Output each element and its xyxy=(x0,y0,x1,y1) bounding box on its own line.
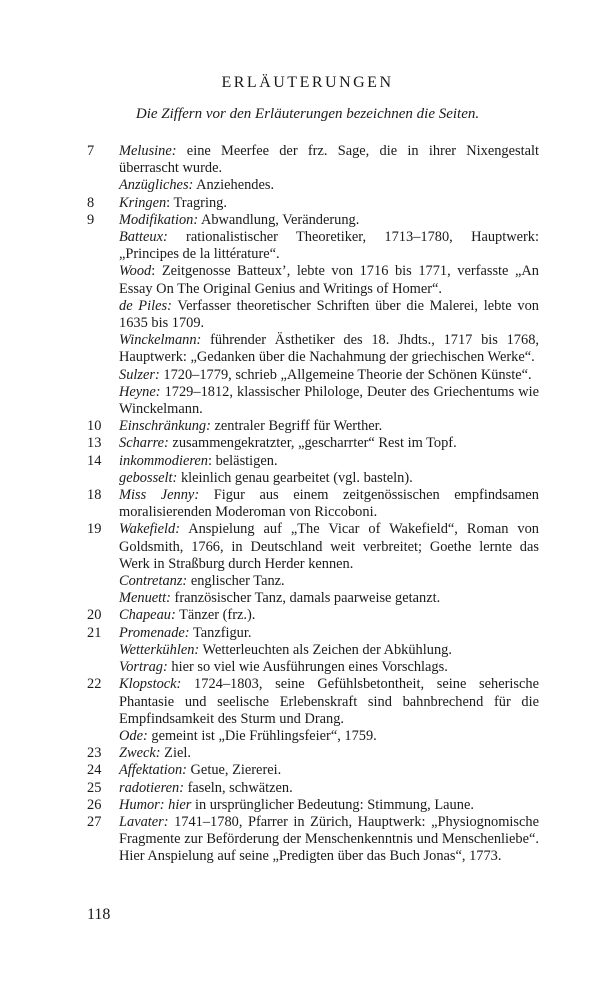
entry-text: hier so viel wie Ausführungen eines Vorschlags. xyxy=(167,659,448,676)
entry-term: Anzügliches: xyxy=(119,177,194,194)
entry-term: Sulzer: xyxy=(119,366,160,383)
entry-text: zentraler Begriff für Werther. xyxy=(210,418,383,435)
annotation-entry xyxy=(87,143,539,177)
entry-text: Ziel. xyxy=(160,745,191,762)
entry-text: Tänzer (frz.). xyxy=(175,607,256,624)
entry-term: Einschränkung: xyxy=(119,418,211,435)
annotation-entry xyxy=(87,607,539,624)
annotation-entry xyxy=(87,453,539,470)
entry-term: Batteux: xyxy=(119,229,168,246)
entry-text: Abwandlung, Veränderung. xyxy=(198,211,360,228)
entry-page-number: 26 xyxy=(87,796,102,813)
entry-body xyxy=(119,590,539,607)
annotation-entry xyxy=(87,418,539,435)
entry-body xyxy=(119,384,539,418)
entry-text: Tanzfigur. xyxy=(189,624,252,641)
annotation-entry xyxy=(87,212,539,229)
entry-term: Ode: xyxy=(119,727,148,744)
entry-text: zusammengekratzter, „gescharrter“ Rest im Topf. xyxy=(168,435,457,452)
entry-text: Figur aus einem zeitgenössischen empfindsamen moralisierenden Moderoman von Riccoboni. xyxy=(119,487,539,521)
annotation-entry xyxy=(87,298,539,332)
entry-term: de Piles: xyxy=(119,297,172,314)
entry-page-number xyxy=(87,384,119,418)
entry-term: Promenade: xyxy=(119,624,190,641)
page-title: ERLÄUTERUNGEN xyxy=(221,74,394,91)
entry-text: gemeint ist „Die Frühlingsfeier“, 1759. xyxy=(147,727,377,744)
annotation-entry xyxy=(87,177,539,194)
annotation-entry xyxy=(87,728,539,745)
annotation-entry xyxy=(87,263,539,297)
entry-body xyxy=(119,212,539,229)
entry-body xyxy=(119,263,539,297)
entry-term: inkommodieren xyxy=(119,452,208,469)
entry-page-number xyxy=(87,177,119,194)
entry-page-number xyxy=(87,728,119,745)
annotation-list xyxy=(87,143,539,866)
entry-page-number xyxy=(87,332,119,366)
entry-text: : belästigen. xyxy=(208,452,278,469)
entry-text: : Zeitgenosse Batteux’, lebte von 1716 bis 1771, verfasste „An Essay On The Original Genius and Writings of Homer“. xyxy=(119,263,539,297)
page-number: 118 xyxy=(87,906,111,923)
entry-term: Wood xyxy=(119,263,152,280)
entry-text: Getue, Ziererei. xyxy=(186,762,282,779)
entry-body xyxy=(119,780,539,797)
entry-page-number: 9 xyxy=(87,211,95,228)
entry-term: Wetterkühlen: xyxy=(119,641,200,658)
entry-term: Klopstock: xyxy=(119,676,182,693)
entry-term: Chapeau: xyxy=(119,607,176,624)
entry-term: Winckelmann: xyxy=(119,332,202,349)
annotation-entry xyxy=(87,745,539,762)
entry-text: 1729–1812, klassischer Philologe, Deuter des Griechentums wie Winckelmann. xyxy=(119,383,539,418)
entry-body xyxy=(119,642,539,659)
entry-body xyxy=(119,453,539,470)
entry-text: 1720–1779, schrieb „Allgemeine Theorie der Schönen Künste“. xyxy=(159,366,532,383)
page-subtitle: Die Ziffern vor den Erläuterungen bezeichnen die Seiten. xyxy=(135,106,480,122)
entry-body xyxy=(119,195,539,212)
annotation-entry xyxy=(87,659,539,676)
annotation-entry xyxy=(87,642,539,659)
entry-page-number xyxy=(87,367,119,384)
annotation-entry xyxy=(87,762,539,779)
entry-term: Contretanz: xyxy=(119,573,188,590)
entry-body xyxy=(119,676,539,728)
entry-body xyxy=(119,745,539,762)
entry-term: Modifikation: xyxy=(119,211,199,228)
entry-text: führender Ästhetiker des 18. Jhdts., 1717 bis 1768, Hauptwerk: „Gedanken über die Nachahmung der griechischen Werke“. xyxy=(119,332,539,366)
entry-page-number: 10 xyxy=(87,418,102,435)
entry-page-number: 23 xyxy=(87,745,102,762)
entry-term: Heyne: xyxy=(119,383,161,400)
entry-body xyxy=(119,814,539,866)
entry-text: 1741–1780, Pfarrer in Zürich, Hauptwerk: „Physiognomische Fragmente zur Beförderung der Menschenkenntnis und Menschenliebe“. Hier Anspielung auf seine „Predigten über das Buch Jonas“, 1773. xyxy=(119,813,539,865)
entry-body xyxy=(119,229,539,263)
entry-page-number: 20 xyxy=(87,607,102,624)
annotation-entry xyxy=(87,814,539,866)
annotation-entry xyxy=(87,521,539,573)
entry-page-number: 24 xyxy=(87,762,102,779)
entry-body xyxy=(119,659,539,676)
entry-body xyxy=(119,143,539,177)
entry-page-number: 7 xyxy=(87,143,95,159)
entry-term: Scharre: xyxy=(119,435,169,452)
entry-body xyxy=(119,487,539,521)
entry-body xyxy=(119,625,539,642)
entry-body xyxy=(119,470,539,487)
annotation-entry xyxy=(87,384,539,418)
entry-page-number xyxy=(87,590,119,607)
entry-body xyxy=(119,435,539,452)
annotation-entry xyxy=(87,676,539,728)
annotation-entry xyxy=(87,195,539,212)
entry-page-number xyxy=(87,642,119,659)
entry-page-number xyxy=(87,573,119,590)
annotation-entry xyxy=(87,625,539,642)
entry-text: Wetterleuchten als Zeichen der Abkühlung. xyxy=(199,641,452,658)
entry-body xyxy=(119,573,539,590)
entry-term: Affektation: xyxy=(119,762,187,779)
entry-term: Melusine: xyxy=(119,143,177,159)
entry-page-number: 19 xyxy=(87,521,102,538)
entry-page-number xyxy=(87,263,119,297)
entry-text: in ursprünglicher Bedeutung: Stimmung, Laune. xyxy=(191,796,474,813)
entry-body xyxy=(119,367,539,384)
annotation-entry xyxy=(87,367,539,384)
entry-body xyxy=(119,298,539,332)
annotation-entry xyxy=(87,590,539,607)
entry-text: kleinlich genau gearbeitet (vgl. basteln). xyxy=(177,469,413,486)
entry-term: Miss Jenny: xyxy=(119,487,200,504)
annotation-entry xyxy=(87,435,539,452)
entry-page-number: 14 xyxy=(87,452,102,469)
entry-page-number: 13 xyxy=(87,435,102,452)
entry-text: : Tragring. xyxy=(166,194,227,211)
entry-page-number: 18 xyxy=(87,487,102,504)
entry-term: Wakefield: xyxy=(119,521,181,538)
entry-text: rationalistischer Theoretiker, 1713–1780, Hauptwerk: „Principes de la littérature“. xyxy=(119,229,539,263)
entry-text: Anspielung auf „The Vicar of Wakefield“, Roman von Goldsmith, 1766, in Deutschland weit verbreitet; Goethe lernte das Werk in Straßburg durch Herder kennen. xyxy=(119,521,539,572)
entry-text: 1724–1803, seine Gefühlsbetontheit, seine seherische Phantasie und seelische Erlebenskraft sind bahnbrechend für die Empfindsamkeit des Sturm und Drang. xyxy=(119,676,539,727)
entry-body xyxy=(119,521,539,573)
entry-page-number: 8 xyxy=(87,194,95,211)
annotation-entry xyxy=(87,797,539,814)
entry-term: Lavater: xyxy=(119,813,169,830)
entry-text: eine Meerfee der frz. Sage, die in ihrer Nixengestalt überrascht wurde. xyxy=(119,143,539,177)
entry-term: Kringen xyxy=(119,194,167,211)
entry-page-number: 27 xyxy=(87,813,102,830)
entry-term: gebosselt: xyxy=(119,469,178,486)
entry-body xyxy=(119,418,539,435)
entry-term: Menuett: xyxy=(119,590,171,607)
entry-page-number xyxy=(87,470,119,487)
entry-body xyxy=(119,762,539,779)
entry-term: Vortrag: xyxy=(119,659,168,676)
entry-body xyxy=(119,607,539,624)
entry-text: französischer Tanz, damals paarweise getanzt. xyxy=(170,590,441,607)
entry-page-number xyxy=(87,229,119,263)
entry-body xyxy=(119,728,539,745)
entry-page-number: 25 xyxy=(87,779,102,796)
entry-body xyxy=(119,797,539,814)
annotation-entry xyxy=(87,229,539,263)
entry-page-number xyxy=(87,298,119,332)
entry-term: radotieren: xyxy=(119,779,185,796)
entry-body xyxy=(119,332,539,366)
entry-body xyxy=(119,177,539,194)
annotation-entry xyxy=(87,332,539,366)
annotation-entry xyxy=(87,780,539,797)
entry-text: Anziehendes. xyxy=(193,177,275,194)
entry-term: Zweck: xyxy=(119,745,161,762)
entry-text: englischer Tanz. xyxy=(187,573,285,590)
entry-text: faseln, schwätzen. xyxy=(184,779,293,796)
entry-page-number: 22 xyxy=(87,676,102,693)
entry-text: Verfasser theoretischer Schriften über die Malerei, lebte von 1635 bis 1709. xyxy=(119,297,539,332)
entry-term: Humor: hier xyxy=(119,796,192,813)
annotation-entry xyxy=(87,487,539,521)
annotation-entry xyxy=(87,470,539,487)
annotation-entry xyxy=(87,573,539,590)
entry-page-number: 21 xyxy=(87,624,102,641)
entry-page-number xyxy=(87,659,119,676)
